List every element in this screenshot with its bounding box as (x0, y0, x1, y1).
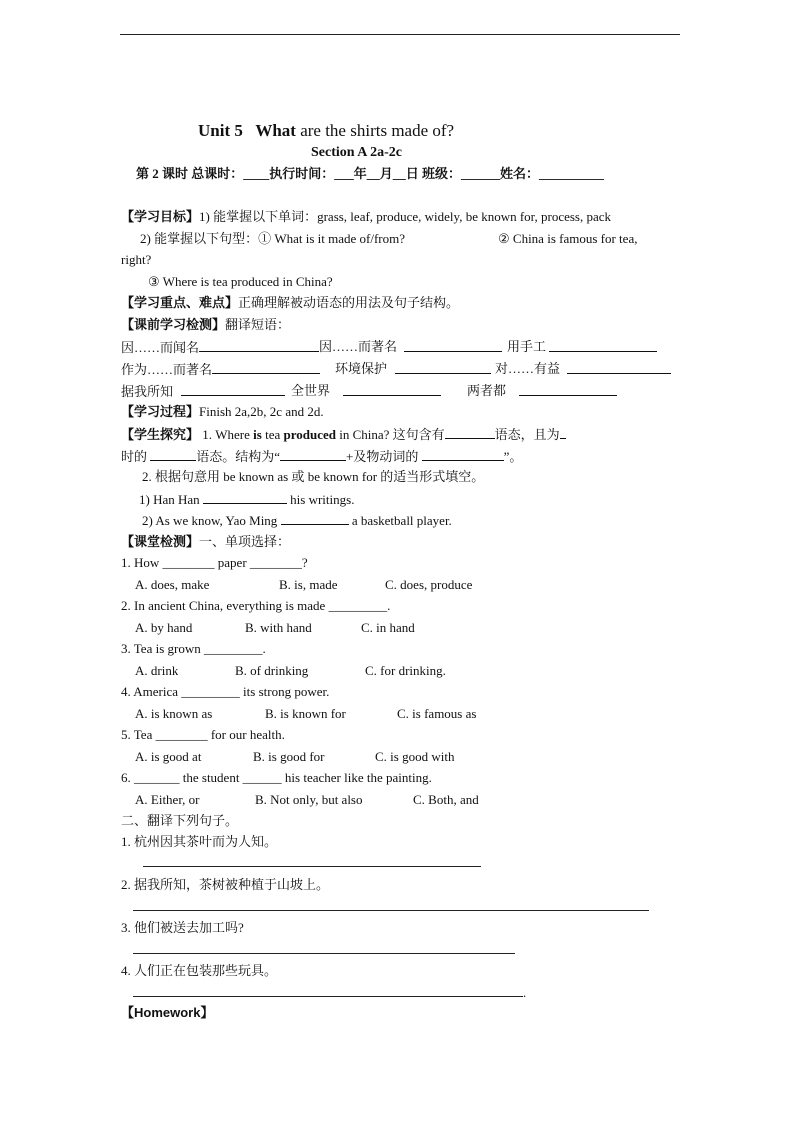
answer-blank[interactable] (422, 447, 504, 461)
explore-text: his writings. (290, 492, 355, 507)
option-a[interactable]: A. does, make (135, 577, 210, 592)
question-stem: 3. Tea is grown _________. (121, 641, 266, 656)
goals-text-2b: ② China is famous for tea, (498, 231, 638, 246)
preview-text: 翻译短语： (225, 317, 291, 332)
explore-line-2 (121, 447, 522, 466)
option-c[interactable]: C. in hand (361, 620, 415, 635)
answer-blank[interactable] (549, 338, 657, 352)
phrase-item: 全世界 (291, 383, 331, 398)
option-c[interactable]: C. Both, and (413, 792, 479, 807)
answer-line[interactable] (133, 953, 515, 954)
answer-blank[interactable] (395, 360, 491, 374)
explore-label: 【学生探究】 (121, 427, 200, 442)
option-a[interactable]: A. is known as (135, 706, 213, 721)
answer-blank[interactable] (181, 382, 285, 396)
explore-line-1 (121, 425, 681, 444)
explore-text: 语态。结构为“ (196, 449, 281, 464)
answer-blank[interactable] (567, 360, 671, 374)
title-what: What (255, 121, 296, 140)
phrase-item: 两者都 (467, 383, 507, 398)
answer-line[interactable] (143, 866, 481, 867)
explore-text: in China? 这句含有 (339, 427, 445, 442)
option-b[interactable]: B. is known for (265, 706, 346, 721)
answer-blank[interactable] (280, 447, 346, 461)
keypoints-line (121, 294, 459, 312)
option-a[interactable]: A. is good at (135, 749, 202, 764)
goals-label: 【学习目标】 (121, 209, 200, 224)
explore-q2-2 (142, 511, 452, 530)
option-b[interactable]: B. is, made (279, 577, 338, 592)
unit-label: Unit 5 (198, 121, 243, 140)
phrase-item: 用手工 (507, 339, 547, 354)
question-stem: 2. In ancient China, everything is made _________. (121, 598, 391, 613)
question-stem: 6. _______ the student ______ his teacher like the painting. (121, 770, 432, 785)
question-stem: 5. Tea ________ for our health. (121, 727, 285, 742)
phrase-item: 环境保护 (335, 361, 388, 376)
classtest-text: 一、单项选择： (199, 534, 291, 549)
translate-item-4: 4. 人们正在包装那些玩具。 (121, 963, 278, 978)
header-row-tail: __ (591, 166, 605, 181)
answer-line[interactable] (133, 996, 523, 997)
process-label: 【学习过程】 (121, 404, 200, 419)
end-dot: . (523, 985, 527, 1000)
phrase-item: 作为……而著名 (121, 362, 213, 377)
phrase-item: 因……而闻名 (121, 340, 200, 355)
explore-q2-1 (139, 490, 354, 509)
question-options (135, 576, 473, 594)
question-stem: 1. How ________ paper ________? (121, 555, 308, 570)
question-options (135, 748, 455, 766)
preview-line (121, 316, 290, 334)
explore-text: 时的 (121, 449, 148, 464)
phrase-row-2 (121, 360, 561, 379)
unit-title (198, 122, 454, 140)
explore-text: ”。 (503, 449, 523, 464)
option-a[interactable]: A. by hand (135, 620, 193, 635)
explore-text: a basketball player. (351, 513, 452, 528)
option-b[interactable]: B. of drinking (235, 663, 309, 678)
explore-bold-is: is (253, 427, 262, 442)
keypoints-text: 正确理解被动语态的用法及句子结构。 (238, 295, 460, 310)
translate-item-1: 1. 杭州因其茶叶而为人知。 (121, 834, 278, 849)
question-stem: 4. America _________ its strong power. (121, 684, 330, 699)
question-options (135, 619, 415, 637)
option-b[interactable]: B. Not only, but also (255, 792, 363, 807)
goals-line-4: ③ Where is tea produced in China? (148, 274, 333, 289)
homework-label: 【Homework】 (121, 1005, 214, 1020)
classtest-line (121, 533, 290, 551)
question-options (135, 705, 477, 723)
option-c[interactable]: C. for drinking. (365, 663, 446, 678)
question-options (135, 791, 479, 809)
process-text: Finish 2a,2b, 2c and 2d. (199, 404, 324, 419)
answer-blank[interactable] (150, 447, 196, 461)
title-rest: are the shirts made of? (300, 121, 455, 140)
answer-blank[interactable] (560, 425, 566, 439)
answer-line[interactable] (133, 910, 649, 911)
translate-heading: 二、翻译下列句子。 (121, 813, 239, 828)
goals-text-2a: 2) 能掌握以下句型：① What is it made of/from? (140, 231, 406, 246)
phrase-row-3 (121, 382, 507, 401)
phrase-item: 因……而著名 (319, 339, 398, 354)
option-a[interactable]: A. Either, or (135, 792, 200, 807)
top-rule (120, 34, 680, 35)
answer-blank[interactable] (343, 382, 441, 396)
phrase-item: 据我所知 (121, 384, 174, 399)
question-options (135, 662, 446, 680)
explore-text: 2) As we know, Yao Ming (142, 513, 278, 528)
option-c[interactable]: C. is good with (375, 749, 455, 764)
option-c[interactable]: C. does, produce (385, 577, 473, 592)
translate-item-3: 3. 他们被送去加工吗? (121, 920, 244, 935)
preview-label: 【课前学习检测】 (121, 317, 226, 332)
explore-text: +及物动词的 (346, 449, 419, 464)
explore-text: 1. Where (202, 427, 250, 442)
classtest-label: 【课堂检测】 (121, 534, 200, 549)
option-c[interactable]: C. is famous as (397, 706, 477, 721)
answer-blank[interactable] (212, 360, 320, 374)
goals-line-3: right? (121, 252, 152, 267)
option-a[interactable]: A. drink (135, 663, 179, 678)
goals-line-1 (121, 208, 611, 226)
explore-q2: 2. 根据句意用 be known as 或 be known for 的适当形式填空。 (142, 469, 485, 484)
goals-text-1: 1) 能掌握以下单词：grass, leaf, produce, widely, be known for, process, pack (199, 209, 612, 224)
explore-text: 语态，且为 (494, 427, 560, 442)
process-line (121, 403, 324, 421)
answer-blank[interactable] (519, 382, 617, 396)
phrase-row-1 (121, 338, 547, 357)
explore-text: 1) Han Han (139, 492, 200, 507)
answer-blank[interactable] (445, 425, 495, 439)
answer-blank[interactable] (203, 490, 287, 504)
section-title: Section A 2a-2c (311, 145, 402, 160)
translate-item-2: 2. 据我所知，茶树被种植于山坡上。 (121, 877, 330, 892)
header-row (136, 165, 604, 183)
answer-blank[interactable] (281, 511, 349, 525)
keypoints-label: 【学习重点、难点】 (121, 295, 239, 310)
explore-bold-produced: produced (283, 427, 336, 442)
option-b[interactable]: B. is good for (253, 749, 325, 764)
phrase-item: 对……有益 (495, 361, 561, 376)
option-b[interactable]: B. with hand (245, 620, 312, 635)
explore-text: tea (265, 427, 281, 442)
header-row-text: 第 2 课时 总课时：____执行时间：___年__月__日 班级：______姓名：________ (136, 166, 592, 181)
answer-blank[interactable] (404, 338, 502, 352)
goals-line-2 (140, 230, 638, 248)
answer-blank[interactable] (199, 338, 319, 352)
